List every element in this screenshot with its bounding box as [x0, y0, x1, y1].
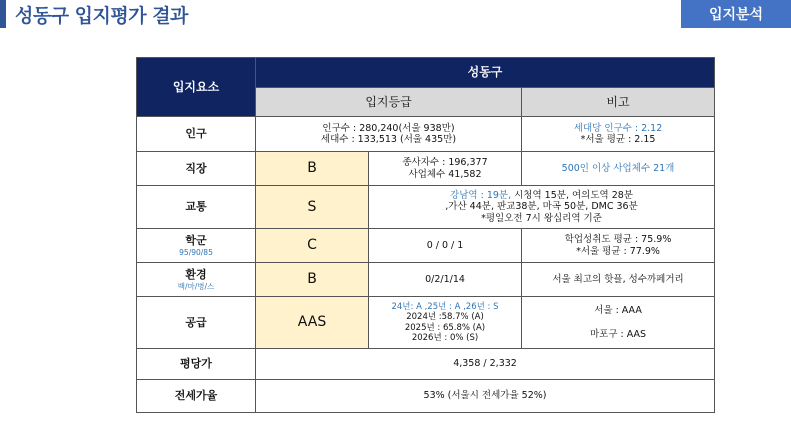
grade-school: C — [256, 229, 369, 263]
supply-2025: 2025년 : 65.8% (A) — [404, 322, 486, 333]
job-detail — [369, 152, 522, 186]
grade-environment: B — [256, 263, 369, 297]
table-row — [137, 117, 715, 152]
header-grade: 입지등급 — [256, 88, 522, 117]
school-label: 학군 — [185, 233, 207, 247]
factor-jeonse: 전세가율 — [137, 380, 256, 413]
supply-2024: 2024년 :58.7% (A) — [406, 312, 484, 323]
business-count: 사업체수 41,582 — [408, 168, 482, 180]
achievement-average: 학업성취도 평균 : 75.9% — [564, 234, 672, 246]
factor-job: 직장 — [137, 152, 256, 186]
seoul-average: *서울 평균 : 2.15 — [580, 134, 656, 145]
factor-price: 평당가 — [137, 349, 256, 380]
evaluation-table — [136, 57, 715, 413]
supply-2026: 2026년 : 0% (S) — [411, 332, 479, 343]
grade-job: B — [256, 152, 369, 186]
factor-environment — [137, 263, 256, 297]
commute-line-2: ,가산 44분, 판교38분, 마곡 50분, DMC 36분 — [445, 201, 638, 213]
table-row — [137, 297, 715, 349]
header-factor: 입지요소 — [137, 58, 256, 117]
job-note: 500인 이상 사업체수 21개 — [522, 152, 715, 186]
environment-detail: 0/2/1/14 — [369, 263, 522, 297]
school-note — [522, 229, 715, 263]
table-row — [137, 229, 715, 263]
seoul-achievement-average: *서울 평균 : 77.9% — [576, 245, 660, 257]
factor-transport: 교통 — [137, 186, 256, 229]
population-detail — [256, 117, 522, 152]
supply-grades-by-year: 24년: A ,25년 : A ,26년 : S — [391, 302, 499, 313]
commute-basis: *평일오전 7시 왕십리역 기준 — [481, 212, 602, 224]
title-area — [0, 0, 188, 28]
environment-label: 환경 — [185, 267, 207, 281]
spacer — [524, 317, 712, 329]
school-sublabel: 95/90/85 — [179, 248, 213, 258]
factor-school — [137, 229, 256, 263]
section-badge: 입지분석 — [681, 0, 791, 28]
employee-count: 종사자수 : 196,377 — [402, 157, 488, 169]
header-region: 성동구 — [256, 58, 715, 88]
seoul-supply: 서울 : AAA — [594, 305, 642, 317]
factor-supply: 공급 — [137, 297, 256, 349]
table-row — [137, 152, 715, 186]
school-detail: 0 / 0 / 1 — [369, 229, 522, 263]
grade-supply: AAS — [256, 297, 369, 349]
title-accent-bar — [0, 0, 6, 28]
other-times: 시청역 15분, 여의도역 28분 — [511, 189, 633, 201]
table-row — [137, 186, 715, 229]
gangnam-time: 강남역 : 19분, — [450, 189, 512, 201]
environment-note: 서울 최고의 핫플, 성수까페거리 — [522, 263, 715, 297]
table-row — [137, 263, 715, 297]
population-count: 인구수 : 280,240(서울 938만) — [322, 122, 455, 134]
table-row — [137, 349, 715, 380]
table-row — [137, 380, 715, 413]
environment-sublabel: 백/마/병/스 — [177, 282, 215, 292]
household-count: 세대수 : 133,513 (서울 435만) — [320, 134, 457, 145]
supply-note — [522, 297, 715, 349]
factor-population: 인구 — [137, 117, 256, 152]
jeonse-value: 53% (서울시 전세가율 52%) — [256, 380, 715, 413]
persons-per-household: 세대당 인구수 : 2.12 — [573, 122, 663, 134]
header-note: 비고 — [522, 88, 715, 117]
commute-line-1 — [371, 190, 712, 201]
page-title: 성동구 입지평가 결과 — [15, 4, 188, 27]
population-note — [522, 117, 715, 152]
grade-transport: S — [256, 186, 369, 229]
transport-detail — [369, 186, 715, 229]
mapo-supply: 마포구 : AAS — [589, 328, 647, 340]
price-value: 4,358 / 2,332 — [256, 349, 715, 380]
supply-detail — [369, 297, 522, 349]
